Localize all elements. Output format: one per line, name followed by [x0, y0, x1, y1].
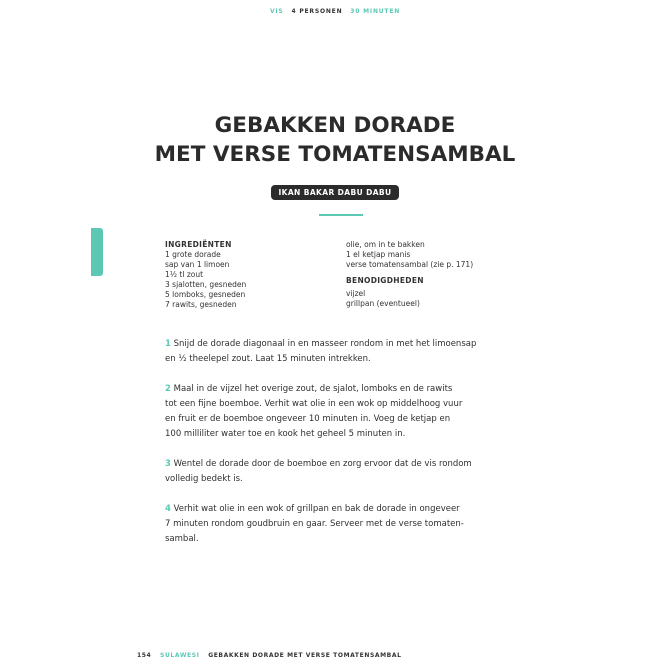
step-line: Snijd de dorade diagonaal in en masseer rondom in met het limoensap: [173, 339, 477, 349]
step-number: 3: [165, 459, 171, 469]
ingredient-item: 7 rawits, gesneden: [165, 300, 237, 309]
step-number: 4: [165, 504, 171, 514]
page-footer: [137, 652, 408, 659]
ingredient-item: olie, om in te bakken: [346, 240, 425, 249]
step-line: tot een fijne boemboe. Verhit wat olie in een wok op middelhoog vuur: [165, 399, 463, 409]
recipe-step: [165, 502, 525, 547]
title-line-1: GEBAKKEN DORADE: [214, 113, 456, 138]
step-line: volledig bedekt is.: [165, 474, 243, 484]
recipe-steps: [165, 337, 525, 562]
recipe-step: [165, 382, 525, 442]
ingredient-item: 3 sjalotten, gesneden: [165, 280, 247, 289]
step-line: Maal in de vijzel het overige zout, de sjalot, lomboks en de rawits: [173, 384, 453, 394]
ingredients-heading: INGREDIËNTEN: [165, 240, 232, 249]
tool-item: vijzel: [346, 289, 366, 298]
ingredient-item: sap van 1 limoen: [165, 260, 230, 269]
ingredient-item: verse tomatensambal (zie p. 171): [346, 260, 474, 269]
step-line: 7 minuten rondom goudbruin en gaar. Serveer met de verse tomaten-: [165, 519, 464, 529]
recipe-title: [0, 111, 670, 169]
recipe-step: [165, 457, 525, 487]
page-edge-tab: [91, 228, 103, 276]
tools-heading: BENODIGDHEDEN: [346, 276, 424, 285]
footer-title: GEBAKKEN DORADE MET VERSE TOMATENSAMBAL: [208, 652, 402, 659]
subtitle-badge: IKAN BAKAR DABU DABU: [271, 185, 398, 200]
servings-label: 4 PERSONEN: [291, 8, 343, 15]
ingredient-item: 1½ tl zout: [165, 270, 204, 279]
step-number: 1: [165, 339, 171, 349]
recipe-step: [165, 337, 525, 367]
subtitle-badge-wrap: [0, 180, 670, 200]
ingredient-item: 1 el ketjap manis: [346, 250, 411, 259]
step-line: 100 milliliter water toe en kook het geheel 5 minuten in.: [165, 429, 406, 439]
ingredient-item: 5 lomboks, gesneden: [165, 290, 246, 299]
step-line: sambal.: [165, 534, 199, 544]
time-label: 30 MINUTEN: [350, 8, 401, 15]
step-line: Verhit wat olie in een wok of grillpan en bak de dorade in ongeveer: [173, 504, 460, 514]
step-number: 2: [165, 384, 171, 394]
ingredients-column-2: [346, 240, 526, 309]
footer-region: SULAWESI: [160, 652, 200, 659]
accent-divider: [319, 214, 363, 216]
step-line: en ½ theelepel zout. Laat 15 minuten intrekken.: [165, 354, 371, 364]
recipe-meta-header: [0, 8, 670, 15]
page-number: 154: [137, 652, 152, 659]
tool-item: grillpan (eventueel): [346, 299, 420, 308]
step-line: Wentel de dorade door de boemboe en zorg ervoor dat de vis rondom: [173, 459, 472, 469]
step-line: en fruit er de boemboe ongeveer 10 minuten in. Voeg de ketjap en: [165, 414, 451, 424]
category-label: VIS: [269, 8, 284, 15]
ingredients-column-1: [165, 240, 335, 310]
title-line-2: MET VERSE TOMATENSAMBAL: [154, 142, 516, 167]
ingredient-item: 1 grote dorade: [165, 250, 221, 259]
